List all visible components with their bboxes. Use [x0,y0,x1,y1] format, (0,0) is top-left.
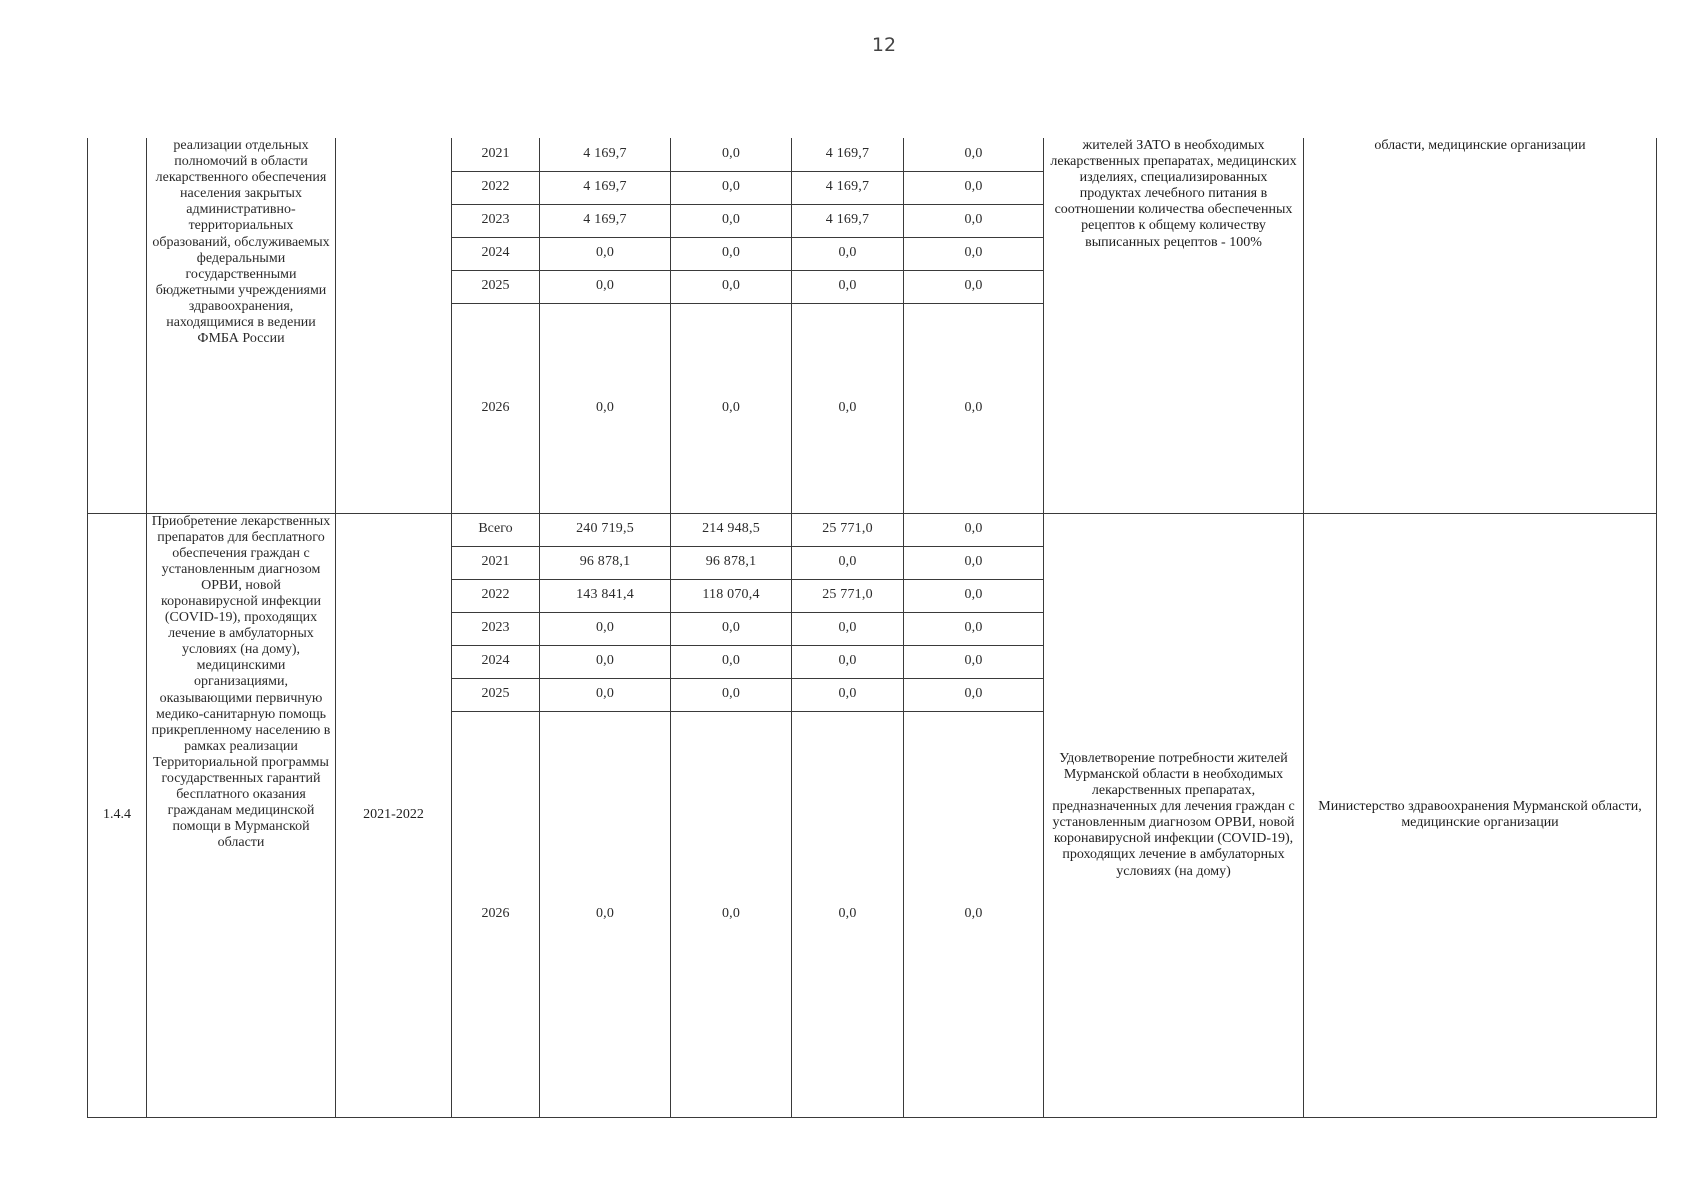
table-row [88,513,1657,546]
funding-cell: 0,0 [904,171,1044,204]
year-cell: 2022 [452,171,540,204]
funding-cell: 0,0 [792,237,904,270]
funding-cell: 0,0 [671,237,792,270]
funding-cell: 0,0 [792,270,904,303]
year-cell: 2023 [452,204,540,237]
executor-text: области, медицинские организации [1304,138,1657,513]
program-table [87,138,1657,1118]
funding-cell: 0,0 [671,270,792,303]
funding-cell: 118 070,4 [671,579,792,612]
item-name: реализации отдельных полномочий в области лекарственного обеспечения населения закрытых административно-территориальных образований, обслуживаемых федеральными государственными бюджетными учреждениями здравоохранения, находящимися в ведении ФМБА России [147,138,336,513]
year-cell: 2026 [452,711,540,1118]
year-cell: 2021 [452,546,540,579]
year-cell: 2022 [452,579,540,612]
funding-cell: 0,0 [904,711,1044,1118]
total-cell: 4 169,7 [540,204,671,237]
executor-text: Министерство здравоохранения Мурманской области, медицинские организации [1304,513,1657,1118]
indicator-text: жителей ЗАТО в необходимых лекарственных препаратах, медицинских изделиях, специализированных продуктах лечебного питания в соотношении количества обеспеченных рецептов к общему количеству выписанных рецептов - 100% [1044,138,1304,513]
indicator-text: Удовлетворение потребности жителей Мурманской области в необходимых лекарственных препаратах, предназначенных для лечения граждан с установленным диагнозом ОРВИ, новой коронавирусной инфекции (COVID-19), проходящих лечение в амбулаторных условиях (на дому) [1044,513,1304,1118]
funding-cell: 0,0 [671,711,792,1118]
total-cell: 0,0 [540,711,671,1118]
funding-cell: 0,0 [671,645,792,678]
year-cell: 2025 [452,270,540,303]
funding-cell: 0,0 [904,546,1044,579]
funding-cell: 25 771,0 [792,579,904,612]
item-period: 2021-2022 [336,513,452,1118]
total-cell: 0,0 [540,678,671,711]
funding-cell: 0,0 [792,711,904,1118]
total-cell: 4 169,7 [540,171,671,204]
year-cell: Всего [452,513,540,546]
funding-cell: 0,0 [671,171,792,204]
total-cell: 0,0 [540,645,671,678]
item-period [336,138,452,513]
funding-cell: 4 169,7 [792,138,904,171]
total-cell: 4 169,7 [540,138,671,171]
funding-cell: 0,0 [904,138,1044,171]
funding-cell: 0,0 [904,237,1044,270]
total-cell: 0,0 [540,303,671,513]
funding-cell: 4 169,7 [792,204,904,237]
funding-cell: 0,0 [792,612,904,645]
item-number [88,138,147,513]
total-cell: 0,0 [540,237,671,270]
funding-cell: 0,0 [671,678,792,711]
total-cell: 96 878,1 [540,546,671,579]
page-number: 12 [871,34,897,56]
funding-cell: 4 169,7 [792,171,904,204]
total-cell: 240 719,5 [540,513,671,546]
funding-cell: 0,0 [904,612,1044,645]
funding-cell: 0,0 [904,678,1044,711]
funding-cell: 214 948,5 [671,513,792,546]
funding-cell: 0,0 [792,303,904,513]
item-number: 1.4.4 [88,513,147,1118]
year-cell: 2024 [452,645,540,678]
total-cell: 0,0 [540,612,671,645]
year-cell: 2025 [452,678,540,711]
total-cell: 143 841,4 [540,579,671,612]
year-cell: 2024 [452,237,540,270]
funding-cell: 0,0 [904,270,1044,303]
funding-cell: 0,0 [671,138,792,171]
funding-cell: 0,0 [904,513,1044,546]
funding-cell: 0,0 [904,204,1044,237]
funding-cell: 0,0 [671,612,792,645]
funding-cell: 25 771,0 [792,513,904,546]
funding-cell: 0,0 [904,303,1044,513]
funding-cell: 0,0 [904,579,1044,612]
year-cell: 2021 [452,138,540,171]
year-cell: 2023 [452,612,540,645]
table-row [88,138,1657,171]
funding-cell: 96 878,1 [671,546,792,579]
funding-cell: 0,0 [792,546,904,579]
funding-cell: 0,0 [792,645,904,678]
funding-cell: 0,0 [792,678,904,711]
total-cell: 0,0 [540,270,671,303]
funding-cell: 0,0 [671,303,792,513]
funding-cell: 0,0 [671,204,792,237]
year-cell: 2026 [452,303,540,513]
funding-cell: 0,0 [904,645,1044,678]
item-name: Приобретение лекарственных препаратов для бесплатного обеспечения граждан с установленным диагнозом ОРВИ, новой коронавирусной инфекции (COVID-19), проходящих лечение в амбулаторных условиях (на дому), медицинскими организациями, оказывающими первичную медико-санитарную помощь прикрепленному населению в рамках реализации Территориальной программы государственных гарантий бесплатного оказания гражданам медицинской помощи в Мурманской области [147,513,336,1118]
